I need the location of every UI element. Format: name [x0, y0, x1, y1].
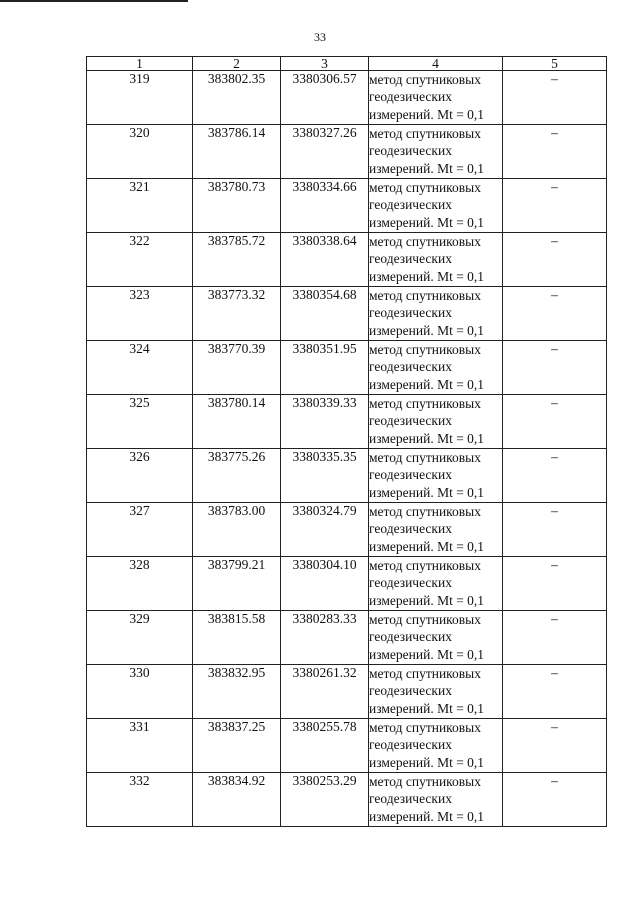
- note-cell: –: [503, 71, 607, 125]
- method-line: измерений. Mt = 0,1: [369, 646, 485, 662]
- method-line: измерений. Mt = 0,1: [369, 160, 485, 176]
- method-line: геодезических: [369, 521, 452, 537]
- y-coordinate-cell: 3380339.33: [281, 395, 369, 449]
- method-line: измерений. Mt = 0,1: [369, 484, 485, 500]
- method-line: метод спутниковых: [369, 666, 481, 681]
- note-cell: –: [503, 665, 607, 719]
- table-row: [87, 179, 607, 233]
- method-cell: [369, 287, 503, 341]
- method-cell: [369, 557, 503, 611]
- method-cell: [369, 719, 503, 773]
- x-coordinate-cell: 383802.35: [193, 71, 281, 125]
- y-coordinate-cell: 3380351.95: [281, 341, 369, 395]
- y-coordinate-cell: 3380304.10: [281, 557, 369, 611]
- table-row: [87, 341, 607, 395]
- table-row: [87, 287, 607, 341]
- method-line: метод спутниковых: [369, 450, 481, 465]
- method-line: геодезических: [369, 359, 452, 375]
- x-coordinate-cell: 383783.00: [193, 503, 281, 557]
- method-line: измерений. Mt = 0,1: [369, 754, 485, 770]
- method-line: измерений. Mt = 0,1: [369, 538, 485, 554]
- y-coordinate-cell: 3380338.64: [281, 233, 369, 287]
- method-line: измерений. Mt = 0,1: [369, 106, 485, 122]
- method-line: измерений. Mt = 0,1: [369, 808, 485, 824]
- y-coordinate-cell: 3380324.79: [281, 503, 369, 557]
- table-row: [87, 125, 607, 179]
- method-line: метод спутниковых: [369, 396, 481, 411]
- method-line: метод спутниковых: [369, 180, 481, 195]
- table-row: [87, 71, 607, 125]
- method-line: геодезических: [369, 197, 452, 213]
- x-coordinate-cell: 383773.32: [193, 287, 281, 341]
- table-row: [87, 395, 607, 449]
- note-cell: –: [503, 341, 607, 395]
- point-number-cell: 319: [87, 71, 193, 125]
- method-line: измерений. Mt = 0,1: [369, 214, 485, 230]
- method-cell: [369, 503, 503, 557]
- page-number: 33: [314, 30, 326, 44]
- method-line: геодезических: [369, 143, 452, 159]
- method-cell: [369, 341, 503, 395]
- header-cell: 2: [193, 57, 281, 71]
- method-cell: [369, 665, 503, 719]
- method-line: измерений. Mt = 0,1: [369, 322, 485, 338]
- method-line: метод спутниковых: [369, 774, 481, 789]
- method-line: геодезических: [369, 89, 452, 105]
- method-cell: [369, 233, 503, 287]
- method-cell: [369, 125, 503, 179]
- header-cell: 5: [503, 57, 607, 71]
- table-row: [87, 665, 607, 719]
- x-coordinate-cell: 383799.21: [193, 557, 281, 611]
- point-number-cell: 332: [87, 773, 193, 827]
- method-line: метод спутниковых: [369, 234, 481, 249]
- method-line: метод спутниковых: [369, 720, 481, 735]
- point-number-cell: 325: [87, 395, 193, 449]
- x-coordinate-cell: 383780.73: [193, 179, 281, 233]
- table-row: [87, 233, 607, 287]
- method-cell: [369, 395, 503, 449]
- table-row: [87, 773, 607, 827]
- y-coordinate-cell: 3380261.32: [281, 665, 369, 719]
- note-cell: –: [503, 503, 607, 557]
- method-cell: [369, 449, 503, 503]
- note-cell: –: [503, 395, 607, 449]
- header-cell: 3: [281, 57, 369, 71]
- point-number-cell: 327: [87, 503, 193, 557]
- point-number-cell: 321: [87, 179, 193, 233]
- method-line: геодезических: [369, 305, 452, 321]
- method-line: метод спутниковых: [369, 288, 481, 303]
- y-coordinate-cell: 3380253.29: [281, 773, 369, 827]
- method-line: метод спутниковых: [369, 612, 481, 627]
- y-coordinate-cell: 3380327.26: [281, 125, 369, 179]
- method-cell: [369, 179, 503, 233]
- point-number-cell: 323: [87, 287, 193, 341]
- y-coordinate-cell: 3380255.78: [281, 719, 369, 773]
- method-cell: [369, 773, 503, 827]
- method-line: метод спутниковых: [369, 504, 481, 519]
- top-rule: [0, 0, 188, 2]
- note-cell: –: [503, 179, 607, 233]
- header-cell: 4: [369, 57, 503, 71]
- point-number-cell: 326: [87, 449, 193, 503]
- method-line: геодезических: [369, 629, 452, 645]
- table-row: [87, 719, 607, 773]
- note-cell: –: [503, 125, 607, 179]
- x-coordinate-cell: 383786.14: [193, 125, 281, 179]
- note-cell: –: [503, 773, 607, 827]
- note-cell: –: [503, 233, 607, 287]
- method-line: метод спутниковых: [369, 558, 481, 573]
- header-cell: 1: [87, 57, 193, 71]
- y-coordinate-cell: 3380306.57: [281, 71, 369, 125]
- note-cell: –: [503, 557, 607, 611]
- point-number-cell: 331: [87, 719, 193, 773]
- x-coordinate-cell: 383780.14: [193, 395, 281, 449]
- method-line: геодезических: [369, 413, 452, 429]
- method-line: измерений. Mt = 0,1: [369, 268, 485, 284]
- x-coordinate-cell: 383832.95: [193, 665, 281, 719]
- point-number-cell: 320: [87, 125, 193, 179]
- y-coordinate-cell: 3380283.33: [281, 611, 369, 665]
- method-cell: [369, 71, 503, 125]
- x-coordinate-cell: 383834.92: [193, 773, 281, 827]
- method-line: геодезических: [369, 683, 452, 699]
- table-row: [87, 557, 607, 611]
- x-coordinate-cell: 383785.72: [193, 233, 281, 287]
- method-line: геодезических: [369, 467, 452, 483]
- point-number-cell: 328: [87, 557, 193, 611]
- method-line: метод спутниковых: [369, 72, 481, 87]
- point-number-cell: 329: [87, 611, 193, 665]
- method-line: метод спутниковых: [369, 126, 481, 141]
- method-line: геодезических: [369, 575, 452, 591]
- x-coordinate-cell: 383770.39: [193, 341, 281, 395]
- header-row: [87, 57, 607, 71]
- table-row: [87, 611, 607, 665]
- y-coordinate-cell: 3380334.66: [281, 179, 369, 233]
- method-line: измерений. Mt = 0,1: [369, 376, 485, 392]
- method-cell: [369, 611, 503, 665]
- point-number-cell: 324: [87, 341, 193, 395]
- note-cell: –: [503, 287, 607, 341]
- x-coordinate-cell: 383837.25: [193, 719, 281, 773]
- method-line: измерений. Mt = 0,1: [369, 430, 485, 446]
- y-coordinate-cell: 3380335.35: [281, 449, 369, 503]
- coordinates-table: [86, 56, 607, 827]
- note-cell: –: [503, 449, 607, 503]
- point-number-cell: 322: [87, 233, 193, 287]
- method-line: метод спутниковых: [369, 342, 481, 357]
- x-coordinate-cell: 383775.26: [193, 449, 281, 503]
- note-cell: –: [503, 719, 607, 773]
- point-number-cell: 330: [87, 665, 193, 719]
- method-line: измерений. Mt = 0,1: [369, 700, 485, 716]
- note-cell: –: [503, 611, 607, 665]
- y-coordinate-cell: 3380354.68: [281, 287, 369, 341]
- method-line: геодезических: [369, 791, 452, 807]
- table-row: [87, 449, 607, 503]
- method-line: измерений. Mt = 0,1: [369, 592, 485, 608]
- x-coordinate-cell: 383815.58: [193, 611, 281, 665]
- method-line: геодезических: [369, 737, 452, 753]
- table-row: [87, 503, 607, 557]
- method-line: геодезических: [369, 251, 452, 267]
